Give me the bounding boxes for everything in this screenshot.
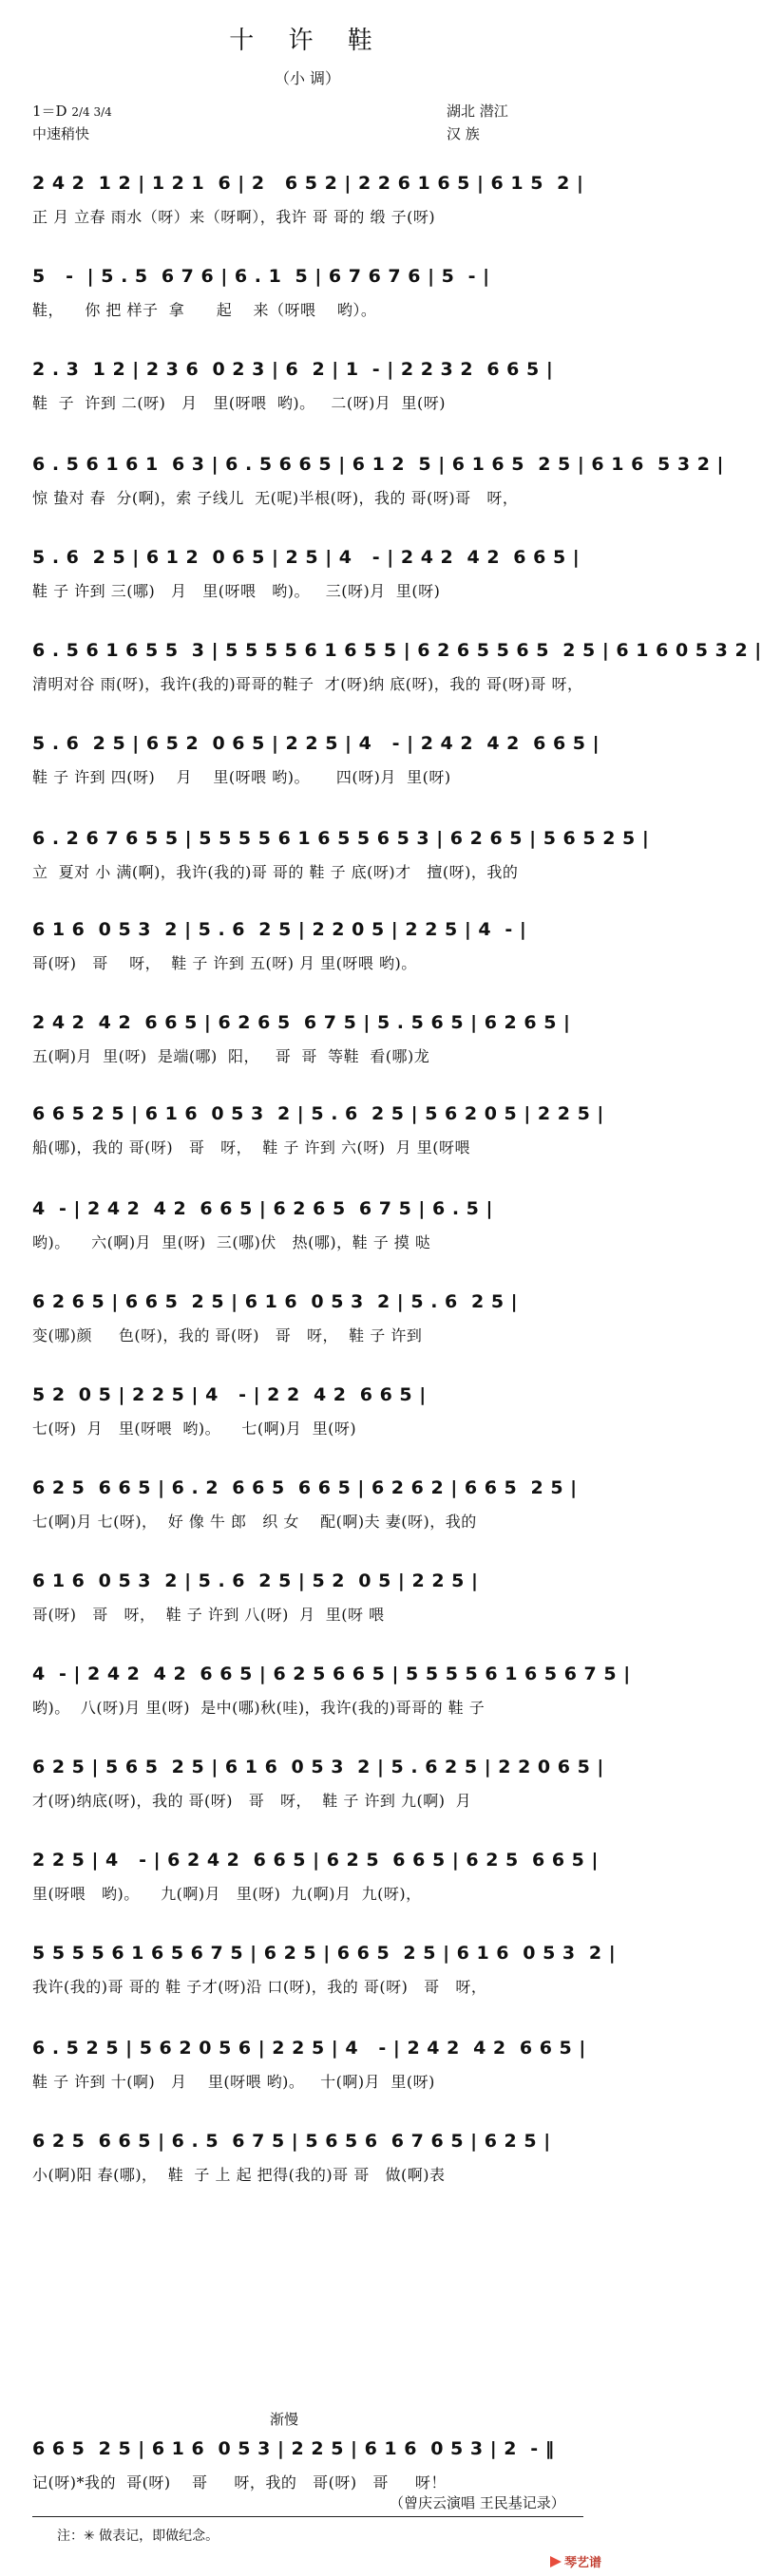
footnote-divider	[32, 2516, 583, 2517]
notation-line: 6 6 5 2 5 | 6 1 6 0 5 3 2 | 5 . 6 2 5 | 5 6 2 0 5 | 2 2 5 |	[32, 1103, 604, 1124]
tempo-marking: 中速稍快	[32, 125, 90, 142]
lyric-line: 才(呀)纳底(呀)，我的 哥(呀) 哥 呀， 鞋 子 许到 九(啊) 月	[32, 1792, 472, 1810]
lyric-line: 船(哪)，我的 哥(呀) 哥 呀， 鞋 子 许到 六(呀) 月 里(呀喂	[32, 1138, 470, 1156]
logo-icon	[550, 2556, 562, 2567]
notation-line: 4 - | 2 4 2 4 2 6 6 5 | 6 2 5 6 6 5 | 5 5 5 5 6 1 6 5 6 7 5 |	[32, 1664, 631, 1684]
lyric-line: 记(呀)*我的 哥(呀) 哥 呀，我的 哥(呀) 哥 呀！	[32, 2473, 447, 2491]
notation-line: 5 2 0 5 | 2 2 5 | 4 - | 2 2 4 2 6 6 5 |	[32, 1384, 427, 1405]
lyric-line: 立 夏对 小 满(啊)，我许(我的)哥 哥的 鞋 子 底(呀)才 擅(呀)，我的	[32, 863, 519, 881]
time-signature: 2/4 3/4	[71, 105, 112, 119]
lyric-line: 五(啊)月 里(呀) 是端(哪) 阳， 哥 哥 等鞋 看(哪)龙	[32, 1047, 430, 1065]
notation-line: 6 . 2 6 7 6 5 5 | 5 5 5 5 6 1 6 5 5 6 5 3 | 6 2 6 5 | 5 6 5 2 5 |	[32, 828, 650, 849]
song-title: 十 许 鞋	[229, 27, 386, 55]
region: 湖北 潜江	[447, 103, 508, 120]
key: 1＝D	[32, 103, 67, 120]
lyric-line: 七(呀) 月 里(呀喂 哟)。 七(啊)月 里(呀)	[32, 1420, 357, 1438]
lyric-line: 哥(呀) 哥 呀， 鞋 子 许到 八(呀) 月 里(呀 喂	[32, 1606, 385, 1624]
notation-line: 2 . 3 1 2 | 2 3 6 0 2 3 | 6 2 | 1 - | 2 2 3 2 6 6 5 |	[32, 359, 554, 380]
lyric-line: 鞋 子 许到 三(哪) 月 里(呀喂 哟)。 三(呀)月 里(呀)	[32, 582, 441, 600]
notation-line: 6 1 6 0 5 3 2 | 5 . 6 2 5 | 5 2 0 5 | 2 2 5 |	[32, 1570, 479, 1591]
lyric-line: 七(啊)月 七(呀)， 好 像 牛 郎 织 女 配(啊)夫 妻(呀)，我的	[32, 1513, 477, 1531]
notation-line: 6 . 5 2 5 | 5 6 2 0 5 6 | 2 2 5 | 4 - | 2 4 2 4 2 6 6 5 |	[32, 2038, 586, 2059]
lyric-line: 哥(呀) 哥 呀， 鞋 子 许到 五(呀) 月 里(呀喂 哟)。	[32, 954, 417, 972]
tempo-change: 渐慢	[270, 2411, 299, 2428]
lyric-line: 里(呀喂 哟)。 九(啊)月 里(呀) 九(啊)月 九(呀)，	[32, 1885, 422, 1903]
lyric-line: 哟)。 六(啊)月 里(呀) 三(哪)伏 热(哪)，鞋 子 摸 哒	[32, 1233, 431, 1251]
lyric-line: 鞋， 你 把 样子 拿 起 来（呀喂 哟）。	[32, 301, 377, 319]
notation-line: 6 1 6 0 5 3 2 | 5 . 6 2 5 | 2 2 0 5 | 2 2 5 | 4 - |	[32, 919, 527, 940]
watermark-logo	[550, 2552, 601, 2570]
notation-line: 5 5 5 5 6 1 6 5 6 7 5 | 6 2 5 | 6 6 5 2 5 | 6 1 6 0 5 3 2 |	[32, 1943, 617, 1964]
footnote: 注：✳ 做表记，即做纪念。	[57, 2529, 219, 2544]
song-subtitle: （小 调）	[274, 69, 341, 87]
notation-line: 6 6 5 2 5 | 6 1 6 0 5 3 | 2 2 5 | 6 1 6 0 5 3 | 2 - ‖	[32, 2438, 555, 2459]
notation-line: 6 2 5 6 6 5 | 6 . 5 6 7 5 | 5 6 5 6 6 7 6 5 | 6 2 5 |	[32, 2131, 551, 2152]
credit: （曾庆云演唱 王民基记录）	[390, 2494, 565, 2511]
notation-line: 6 . 5 6 1 6 5 5 3 | 5 5 5 5 6 1 6 5 5 | 6 2 6 5 5 6 5 2 5 | 6 1 6 0 5 3 2 |	[32, 640, 762, 661]
notation-line: 6 . 5 6 1 6 1 6 3 | 6 . 5 6 6 5 | 6 1 2 5 | 6 1 6 5 2 5 | 6 1 6 5 3 2 |	[32, 454, 724, 475]
lyric-line: 我许(我的)哥 哥的 鞋 子才(呀)沿 口(呀)，我的 哥(呀) 哥 呀，	[32, 1978, 487, 1996]
lyric-line: 清明对谷 雨(呀)，我许(我的)哥哥的鞋子 才(呀)纳 底(呀)，我的 哥(呀)哥 呀，	[32, 675, 583, 693]
lyric-line: 变(哪)颜 色(呀)，我的 哥(呀) 哥 呀， 鞋 子 许到	[32, 1326, 423, 1344]
lyric-line: 哟)。 八(呀)月 里(呀) 是中(哪)秋(哇)，我许(我的)哥哥的 鞋 子	[32, 1699, 486, 1717]
lyric-line: 惊 蛰对 春 分(啊)，索 子线儿 无(呢)半根(呀)，我的 哥(呀)哥 呀，	[32, 489, 519, 507]
lyric-line: 鞋 子 许到 十(啊) 月 里(呀喂 哟)。 十(啊)月 里(呀)	[32, 2073, 435, 2091]
watermark-text: 琴艺谱	[563, 2556, 601, 2570]
notation-line: 5 - | 5 . 5 6 7 6 | 6 . 1 5 | 6 7 6 7 6 | 5 - |	[32, 266, 490, 287]
notation-line: 2 4 2 1 2 | 1 2 1 6 | 2 6 5 2 | 2 2 6 1 6 5 | 6 1 5 2 |	[32, 173, 584, 194]
notation-line: 6 2 5 | 5 6 5 2 5 | 6 1 6 0 5 3 2 | 5 . 6 2 5 | 2 2 0 6 5 |	[32, 1757, 604, 1777]
lyric-line: 鞋 子 许到 二(呀) 月 里(呀喂 哟)。 二(呀)月 里(呀)	[32, 394, 446, 412]
lyric-line: 小(啊)阳 春(哪)， 鞋 子 上 起 把得(我的)哥 哥 做(啊)表	[32, 2166, 446, 2184]
key-signature	[32, 101, 112, 121]
notation-line: 5 . 6 2 5 | 6 5 2 0 6 5 | 2 2 5 | 4 - | 2 4 2 4 2 6 6 5 |	[32, 733, 600, 754]
ethnicity: 汉 族	[447, 125, 480, 142]
notation-line: 6 2 5 6 6 5 | 6 . 2 6 6 5 6 6 5 | 6 2 6 2 | 6 6 5 2 5 |	[32, 1477, 578, 1498]
notation-line: 5 . 6 2 5 | 6 1 2 0 6 5 | 2 5 | 4 - | 2 4 2 4 2 6 6 5 |	[32, 547, 581, 568]
notation-line: 4 - | 2 4 2 4 2 6 6 5 | 6 2 6 5 6 7 5 | 6 . 5 |	[32, 1198, 493, 1219]
lyric-line: 鞋 子 许到 四(呀) 月 里(呀喂 哟)。 四(呀)月 里(呀)	[32, 768, 451, 786]
lyric-line: 正 月 立春 雨水（呀）来（呀啊），我许 哥 哥的 缎 子(呀)	[32, 208, 436, 226]
notation-line: 2 4 2 4 2 6 6 5 | 6 2 6 5 6 7 5 | 5 . 5 6 5 | 6 2 6 5 |	[32, 1012, 571, 1033]
notation-line: 2 2 5 | 4 - | 6 2 4 2 6 6 5 | 6 2 5 6 6 5 | 6 2 5 6 6 5 |	[32, 1850, 599, 1871]
notation-line: 6 2 6 5 | 6 6 5 2 5 | 6 1 6 0 5 3 2 | 5 . 6 2 5 |	[32, 1291, 519, 1312]
